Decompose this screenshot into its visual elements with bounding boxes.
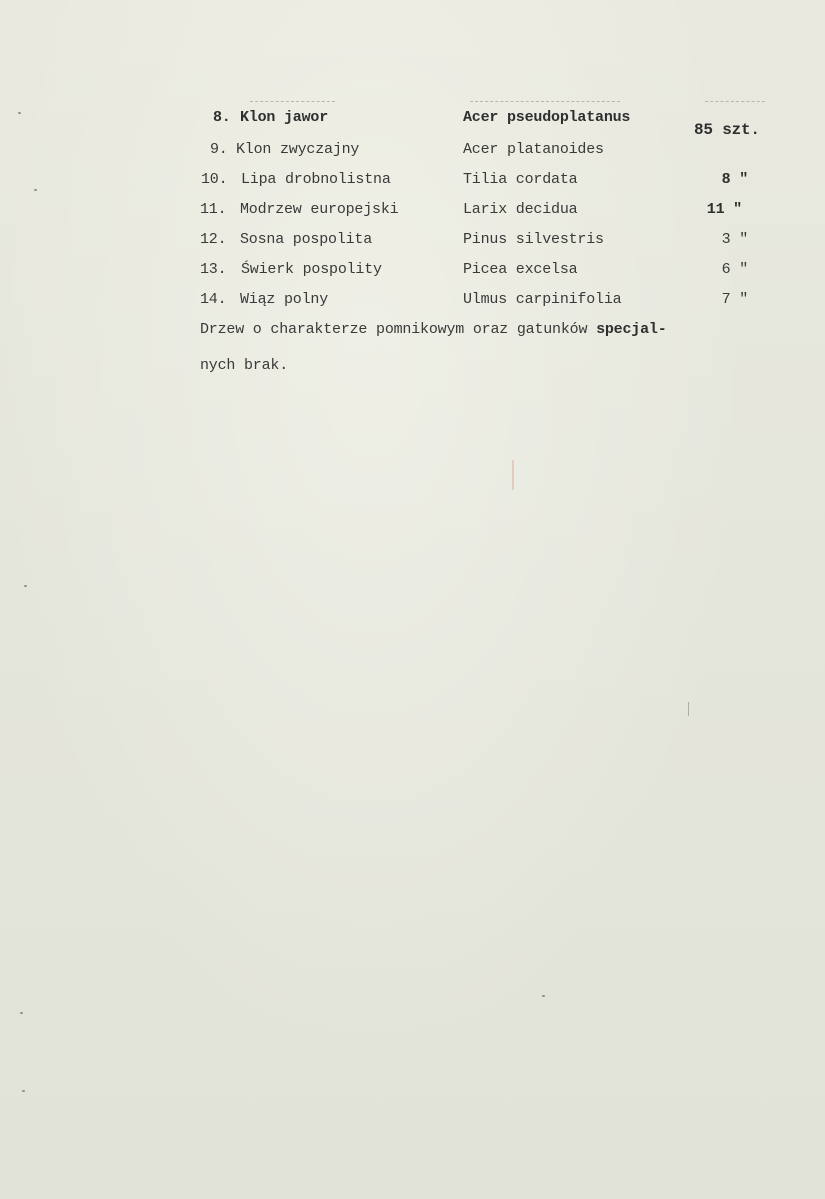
paper-speck [542, 995, 545, 997]
row-number: 11. [200, 201, 227, 218]
latin-name: Ulmus carpinifolia [463, 291, 622, 308]
paragraph-line-1 [200, 321, 667, 339]
row-number: 10. [201, 171, 228, 188]
latin-name: Larix decidua [463, 201, 578, 218]
latin-name: Pinus silvestris [463, 231, 604, 248]
faint-top-dash-left [250, 101, 335, 102]
polish-name: Lipa drobnolistna [241, 171, 391, 188]
tree-count: 8 " [721, 171, 748, 188]
latin-name: Acer platanoides [463, 141, 604, 158]
latin-name: Acer pseudoplatanus [463, 109, 631, 126]
faint-top-dash-middle [470, 101, 620, 102]
row-number: 9. [210, 141, 228, 158]
paragraph-line-2: nych brak. [200, 357, 289, 374]
paper-speck [20, 1012, 23, 1014]
faint-top-dash-right [705, 101, 765, 102]
paper-speck [34, 189, 37, 191]
row-number: 14. [200, 291, 227, 308]
paragraph-bold-text: specjal- [596, 321, 667, 338]
row-number: 13. [200, 261, 227, 278]
polish-name: Świerk pospolity [241, 261, 382, 278]
paper-speck [22, 1090, 25, 1092]
paragraph-regular-text: Drzew o charakterze pomnikowym oraz gatunków [200, 321, 597, 338]
tree-count: 6 " [721, 261, 748, 278]
polish-name: Klon zwyczajny [236, 141, 360, 158]
combined-count: 85 szt. [694, 121, 760, 139]
latin-name: Picea excelsa [463, 261, 578, 278]
latin-name: Tilia cordata [463, 171, 578, 188]
polish-name: Wiąz polny [240, 291, 329, 308]
paper-speck [18, 112, 21, 114]
paper-speck [24, 585, 27, 587]
paper-mark [688, 702, 689, 716]
tree-count: 11 " [706, 201, 742, 218]
row-number: 8. [213, 109, 231, 126]
polish-name: Modrzew europejski [240, 201, 399, 218]
paper-stain [512, 460, 514, 490]
polish-name: Klon jawor [240, 109, 329, 126]
tree-count: 7 " [721, 291, 748, 308]
polish-name: Sosna pospolita [240, 231, 373, 248]
row-number: 12. [200, 231, 227, 248]
tree-count: 3 " [721, 231, 748, 248]
